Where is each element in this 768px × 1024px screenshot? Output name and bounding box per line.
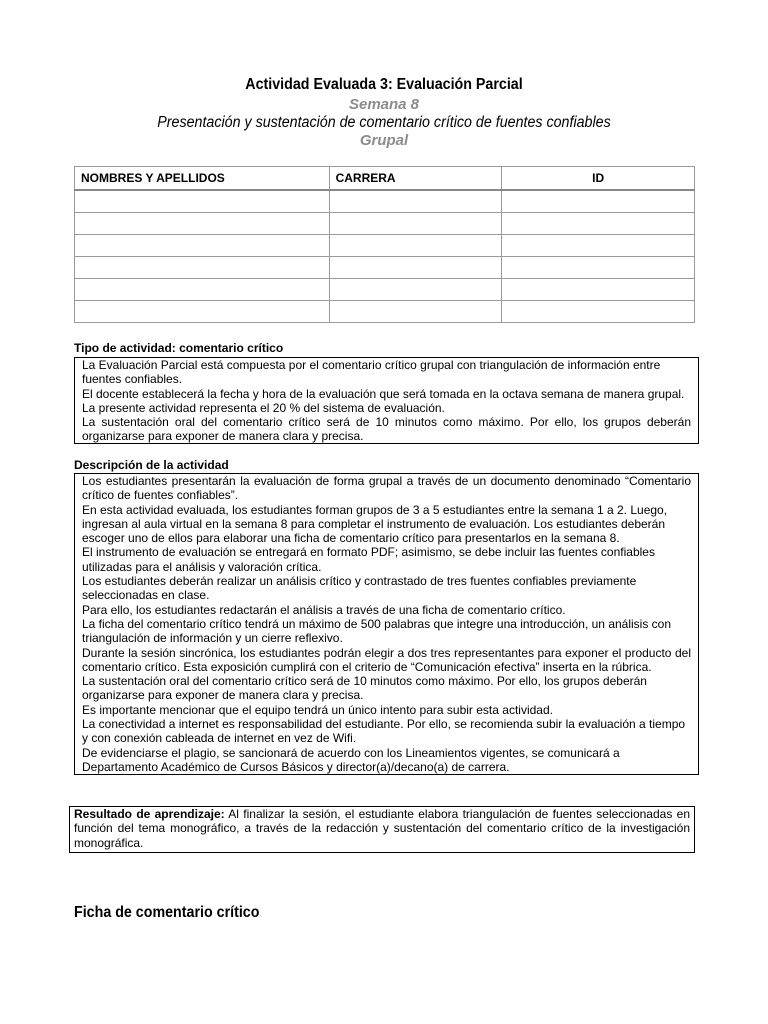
description-paragraph: De evidenciarse el plagio, se sancionará de acuerdo con los Lineamientos vigentes, se comunicará a Departamento Académico de Cursos Básicos y director(a)/decano(a) de carrera. (82, 745, 620, 774)
table-row[interactable] (75, 257, 695, 279)
doc-subtitle: Presentación y sustentación de comentario crítico de fuentes confiables (157, 114, 611, 131)
description-box (74, 473, 699, 775)
table-row[interactable] (75, 235, 695, 257)
activity-type-box (74, 357, 699, 444)
name-cell[interactable] (75, 257, 330, 279)
table-row[interactable] (75, 213, 695, 235)
column-header-names: NOMBRES Y APELLIDOS (75, 167, 330, 191)
id-cell[interactable] (502, 190, 695, 213)
table-row[interactable] (75, 279, 695, 301)
description-paragraph: La ficha del comentario crítico tendrá un máximo de 500 palabras que integre una introducción, un análisis con triangulación de información y un cierre reflexivo. (82, 616, 672, 646)
column-header-career: CARRERA (329, 167, 502, 191)
doc-week: Semana 8 (348, 96, 420, 113)
description-paragraph: El instrumento de evaluación se entregará en formato PDF; asimismo, se debe incluir las fuentes confiables utilizadas para el análisis y valoración crítica. (82, 545, 655, 574)
description-paragraph: Los estudiantes deberán realizar un análisis crítico y contrastado de tres fuentes confiables previamente seleccionadas en clase. (82, 574, 637, 603)
activity-type-line: La Evaluación Parcial está compuesta por el comentario crítico grupal con triangulación de información entre fuentes confiables. (82, 358, 661, 387)
description-label: Descripción de la actividad (74, 458, 229, 472)
name-cell[interactable] (75, 301, 330, 323)
section-heading: Ficha de comentario crítico (74, 904, 260, 921)
name-cell[interactable] (75, 279, 330, 301)
name-cell[interactable] (75, 190, 330, 213)
activity-type-label: Tipo de actividad: comentario crítico (74, 341, 284, 355)
career-cell[interactable] (329, 257, 502, 279)
learning-result-box (69, 806, 695, 853)
learning-result-text: Al finalizar la sesión, el estudiante elabora triangulación de fuentes seleccionadas en función del tema monográfico, a través de la redacción y sustentación del comentario crítico de la investigación monográfica. (74, 807, 690, 850)
doc-mode: Grupal (359, 132, 409, 149)
table-row[interactable] (75, 190, 695, 213)
activity-type-line: La sustentación oral del comentario crítico será de 10 minutos como máximo. Por ello, los grupos deberán organizarse para exponer de manera clara y precisa. (82, 415, 691, 444)
activity-type-line: La presente actividad representa el 20 % del sistema de evaluación. (82, 400, 445, 415)
learning-result-label: Resultado de aprendizaje: (74, 807, 225, 821)
activity-type-line: El docente establecerá la fecha y hora de la evaluación que será tomada en la octava semana de manera grupal. (82, 386, 685, 401)
description-paragraph: Durante la sesión sincrónica, los estudiantes podrán elegir a dos tres representantes para exponer el producto del comentario crítico. Esta exposición cumplirá con el criterio de “Comunicación efectiva” inserta en la rúbrica. (82, 645, 691, 674)
doc-title: Actividad Evaluada 3: Evaluación Parcial (245, 76, 523, 93)
name-cell[interactable] (75, 235, 330, 257)
id-cell[interactable] (502, 235, 695, 257)
career-cell[interactable] (329, 235, 502, 257)
name-cell[interactable] (75, 213, 330, 235)
career-cell[interactable] (329, 279, 502, 301)
students-table (74, 166, 695, 323)
description-paragraph: Los estudiantes presentarán la evaluación de forma grupal a través de un documento denominado “Comentario crítico de fuentes confiables”. (82, 474, 691, 503)
column-header-id: ID (502, 167, 695, 191)
description-paragraph: Es importante mencionar que el equipo tendrá un único intento para subir esta actividad. (82, 702, 553, 717)
id-cell[interactable] (502, 213, 695, 235)
table-header-row (75, 167, 695, 191)
description-paragraph: La conectividad a internet es responsabilidad del estudiante. Por ello, se recomienda subir la evaluación a tiempo y con conexión cableada de internet en vez de Wifi. (82, 717, 686, 746)
career-cell[interactable] (329, 190, 502, 213)
id-cell[interactable] (502, 301, 695, 323)
career-cell[interactable] (329, 301, 502, 323)
id-cell[interactable] (502, 257, 695, 279)
description-paragraph: En esta actividad evaluada, los estudiantes forman grupos de 3 a 5 estudiantes entre la semana 1 a 2. Luego, ingresan al aula virtual en la semana 8 para completar el instrumento de evaluación. Los estudiantes deberán escoger uno de ellos para elaborar una ficha de comentario crítico para presentarlos en la semana 8. (82, 502, 668, 546)
career-cell[interactable] (329, 213, 502, 235)
id-cell[interactable] (502, 279, 695, 301)
description-paragraph: La sustentación oral del comentario crítico será de 10 minutos como máximo. Por ello, los grupos deberán organizarse para exponer de manera clara y precisa. (82, 674, 647, 703)
table-row[interactable] (75, 301, 695, 323)
description-paragraph: Para ello, los estudiantes redactarán el análisis a través de una ficha de comentario crítico. (82, 602, 566, 617)
